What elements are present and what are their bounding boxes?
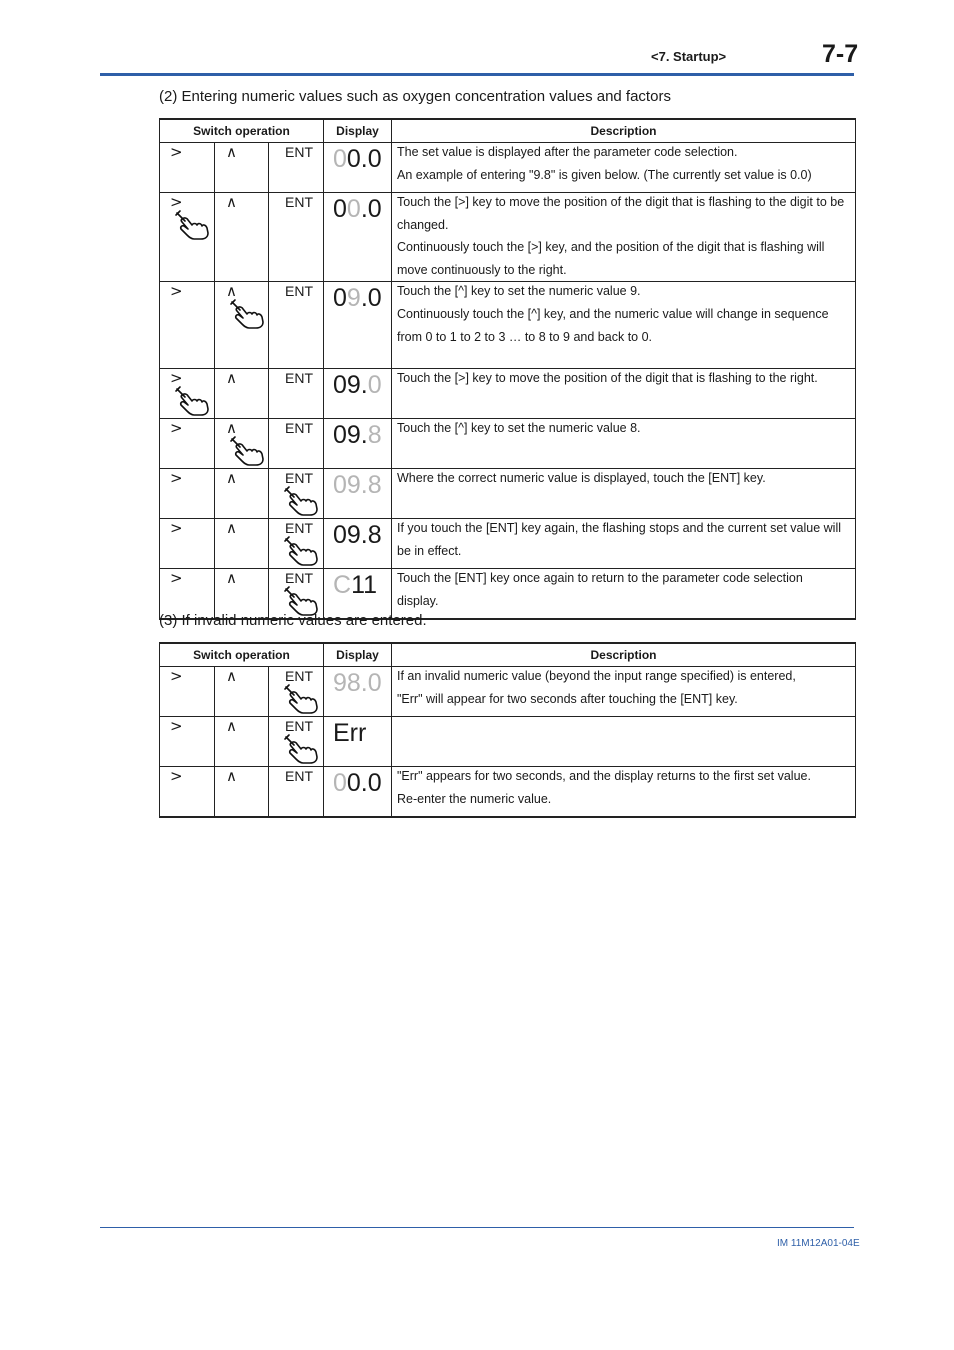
flashing-digit: 98.0 <box>333 669 382 697</box>
ent-key-label: ENT <box>285 520 313 537</box>
ent-key-label: ENT <box>285 370 313 387</box>
up-key-icon: ∧ <box>226 519 237 538</box>
description-cell <box>392 717 856 767</box>
col-header-description: Description <box>392 643 856 667</box>
description-text: Touch the [ENT] key once again to return to the parameter code selection display. <box>397 571 803 608</box>
col-header-switch: Switch operation <box>160 643 324 667</box>
up-key-icon: ∧ <box>226 143 237 161</box>
pointing-hand-icon <box>174 209 212 241</box>
display-digit: 11 <box>351 571 378 600</box>
up-key-icon: ∧ <box>226 767 237 785</box>
ent-key-label: ENT <box>285 470 313 487</box>
up-key-icon: ∧ <box>226 193 237 211</box>
description-text: Touch the [^] key to set the numeric value 8. <box>397 421 641 436</box>
right-key-icon: > <box>170 667 183 685</box>
key-cell-ent <box>269 717 324 767</box>
section3-heading: (3) If invalid numeric values are entered. <box>159 612 427 629</box>
description-text: Continuously touch the [>] key, and the position of the digit that is flashing will move continuously to the right. <box>397 240 825 277</box>
ent-key-label: ENT <box>285 144 313 160</box>
description-text: If an invalid numeric value (beyond the input range specified) is entered, <box>397 669 796 683</box>
up-key-icon: ∧ <box>226 569 237 588</box>
table-row <box>160 143 856 193</box>
pointing-hand-icon <box>283 485 321 517</box>
display-cell <box>324 369 392 419</box>
key-cell-ent <box>269 282 324 369</box>
key-cell-up <box>215 667 269 717</box>
display-value <box>324 143 391 173</box>
up-key-icon: ∧ <box>226 667 237 685</box>
display-digit: 0.0 <box>346 145 382 173</box>
description-text: An example of entering "9.8" is given below. (The currently set value is 0.0) <box>397 167 812 182</box>
description-cell <box>392 569 856 620</box>
flashing-digit: 0 <box>346 195 361 223</box>
display-cell <box>324 143 392 193</box>
key-cell-up <box>215 193 269 282</box>
col-header-switch: Switch operation <box>160 119 324 143</box>
right-key-icon: > <box>170 419 183 438</box>
display-value <box>324 717 391 747</box>
key-cell-ent <box>269 469 324 519</box>
right-key-icon: > <box>170 767 183 785</box>
flashing-digit: 9 <box>346 284 361 313</box>
ent-key-label: ENT <box>285 283 313 300</box>
flashing-digit: 0 <box>367 371 382 400</box>
description-text: Continuously touch the [^] key, and the numeric value will change in sequence from 0 to 1 to 2 to 3 … to 8 to 9 and back to 0. <box>397 306 829 344</box>
right-key-icon: > <box>170 717 183 735</box>
pointing-hand-icon <box>283 683 321 715</box>
ent-key-label: ENT <box>285 194 313 210</box>
description-cell <box>392 143 856 193</box>
pointing-hand-icon <box>283 733 321 765</box>
key-cell-ent <box>269 767 324 818</box>
key-cell-right <box>160 143 215 193</box>
up-key-icon: ∧ <box>226 419 237 438</box>
pointing-hand-icon <box>283 535 321 567</box>
header-rule <box>100 73 854 76</box>
display-digit: 0 <box>333 195 347 223</box>
col-header-display: Display <box>324 119 392 143</box>
table-row <box>160 282 856 369</box>
key-cell-ent <box>269 193 324 282</box>
description-cell <box>392 419 856 469</box>
display-value <box>324 519 391 549</box>
key-cell-up <box>215 282 269 369</box>
description-cell <box>392 767 856 818</box>
ent-key-label: ENT <box>285 668 313 684</box>
description-cell <box>392 193 856 282</box>
display-value <box>324 282 391 312</box>
display-digit: Err <box>333 719 367 747</box>
up-key-icon: ∧ <box>226 717 237 735</box>
display-value <box>324 569 391 599</box>
display-cell <box>324 469 392 519</box>
footer-rule <box>100 1227 854 1228</box>
up-key-icon: ∧ <box>226 282 237 301</box>
ent-key-label: ENT <box>285 718 313 734</box>
key-cell-up <box>215 717 269 767</box>
display-digit: 09.8 <box>333 521 382 550</box>
display-value <box>324 369 391 399</box>
pointing-hand-icon <box>174 385 212 417</box>
flashing-digit: C <box>333 571 352 600</box>
display-digit: 09. <box>333 371 368 400</box>
display-digit: 0 <box>333 284 347 313</box>
description-text: The set value is displayed after the parameter code selection. <box>397 145 738 159</box>
key-cell-ent <box>269 419 324 469</box>
display-digit: 0.0 <box>346 769 382 797</box>
up-key-icon: ∧ <box>226 469 237 488</box>
key-cell-ent <box>269 667 324 717</box>
display-digit: .0 <box>360 195 382 223</box>
entry-procedure-table <box>159 118 856 620</box>
display-cell <box>324 767 392 818</box>
key-cell-right <box>160 717 215 767</box>
display-cell <box>324 193 392 282</box>
table-row <box>160 419 856 469</box>
key-cell-right <box>160 419 215 469</box>
pointing-hand-icon <box>229 435 267 467</box>
description-text: "Err" will appear for two seconds after touching the [ENT] key. <box>397 691 738 706</box>
description-cell <box>392 282 856 369</box>
right-key-icon: > <box>170 369 183 388</box>
description-cell <box>392 369 856 419</box>
key-cell-right <box>160 282 215 369</box>
page-number: 7-7 <box>822 40 859 68</box>
display-cell <box>324 717 392 767</box>
key-cell-up <box>215 469 269 519</box>
section-header: <7. Startup> <box>651 49 727 64</box>
table-row <box>160 519 856 569</box>
display-cell <box>324 667 392 717</box>
table-row <box>160 767 856 818</box>
description-cell <box>392 469 856 519</box>
flashing-digit: 09.8 <box>333 471 382 500</box>
key-cell-up <box>215 767 269 818</box>
description-text: If you touch the [ENT] key again, the flashing stops and the current set value will be in effect. <box>397 521 841 558</box>
key-cell-right <box>160 469 215 519</box>
right-key-icon: > <box>170 519 183 538</box>
col-header-display: Display <box>324 643 392 667</box>
table-row <box>160 469 856 519</box>
col-header-description: Description <box>392 119 856 143</box>
right-key-icon: > <box>170 193 183 211</box>
display-cell <box>324 419 392 469</box>
up-key-icon: ∧ <box>226 369 237 388</box>
description-text: "Err" appears for two seconds, and the display returns to the first set value. <box>397 769 811 783</box>
key-cell-right <box>160 667 215 717</box>
table-row <box>160 717 856 767</box>
ent-key-label: ENT <box>285 768 313 784</box>
display-value <box>324 193 391 223</box>
table-row <box>160 369 856 419</box>
key-cell-right <box>160 369 215 419</box>
key-cell-up <box>215 419 269 469</box>
description-cell <box>392 667 856 717</box>
description-text: Touch the [>] key to move the position of the digit that is flashing to the digit to be changed. <box>397 195 845 232</box>
right-key-icon: > <box>170 469 183 488</box>
description-text: Touch the [^] key to set the numeric value 9. <box>397 284 641 299</box>
display-value <box>324 419 391 449</box>
key-cell-ent <box>269 369 324 419</box>
section2-heading: (2) Entering numeric values such as oxygen concentration values and factors <box>159 88 671 105</box>
key-cell-ent <box>269 519 324 569</box>
display-digit: .0 <box>360 284 382 313</box>
ent-key-label: ENT <box>285 420 313 437</box>
description-text: Where the correct numeric value is displayed, touch the [ENT] key. <box>397 471 766 486</box>
key-cell-up <box>215 143 269 193</box>
display-digit: 09. <box>333 421 368 450</box>
right-key-icon: > <box>170 569 183 588</box>
key-cell-up <box>215 519 269 569</box>
key-cell-right <box>160 193 215 282</box>
ent-key-label: ENT <box>285 570 313 587</box>
table-row <box>160 193 856 282</box>
display-cell <box>324 519 392 569</box>
invalid-entry-table <box>159 642 856 818</box>
description-text: Touch the [>] key to move the position of the digit that is flashing to the right. <box>397 371 818 386</box>
right-key-icon: > <box>170 143 183 161</box>
description-cell <box>392 519 856 569</box>
key-cell-up <box>215 369 269 419</box>
display-value <box>324 667 391 697</box>
flashing-digit: 0 <box>333 145 347 173</box>
table-row <box>160 667 856 717</box>
display-cell <box>324 282 392 369</box>
flashing-digit: 8 <box>367 421 382 450</box>
pointing-hand-icon <box>229 298 267 330</box>
key-cell-ent <box>269 143 324 193</box>
flashing-digit: 0 <box>333 769 347 797</box>
description-text: Re-enter the numeric value. <box>397 791 552 806</box>
key-cell-right <box>160 767 215 818</box>
key-cell-right <box>160 519 215 569</box>
doc-id: IM 11M12A01-04E <box>777 1238 860 1249</box>
right-key-icon: > <box>170 282 183 301</box>
display-value <box>324 469 391 499</box>
display-value <box>324 767 391 797</box>
